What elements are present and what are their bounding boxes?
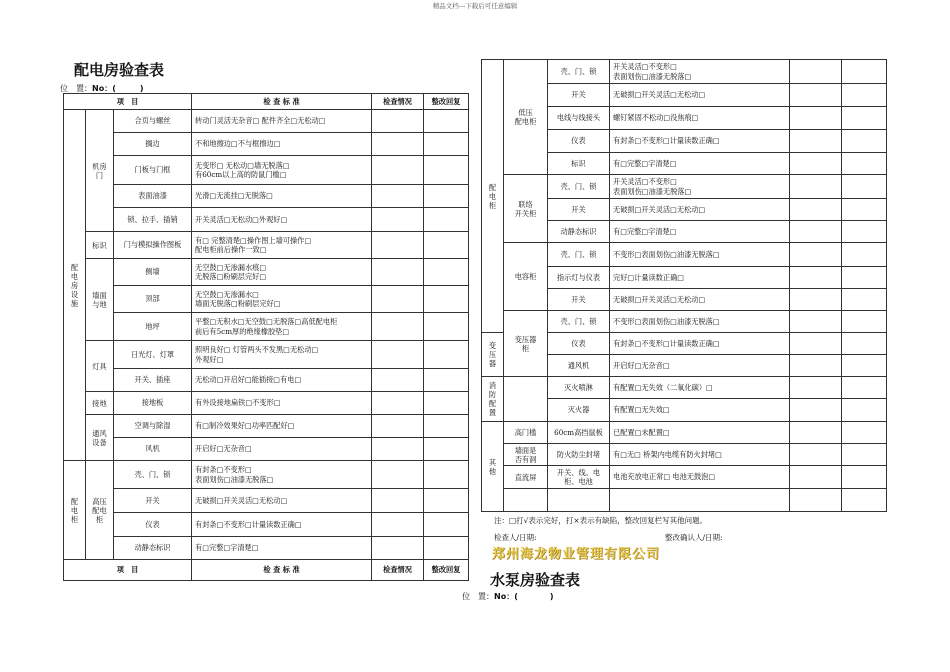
table-row-standard: 有外设接地扁铁□不变形□ (192, 392, 372, 415)
table-row-item: 开关 (114, 489, 192, 513)
fix-cell[interactable] (424, 537, 469, 560)
table-row-item: 表面油漆 (114, 185, 192, 208)
inspector-signature-label: 检查人/日期: (494, 533, 537, 542)
group-capacitor-cabinet: 电容柜 (504, 243, 548, 311)
fix-cell[interactable] (842, 289, 887, 311)
table-row-standard: 电池充放电正常□ 电池无鼓泡□ (610, 466, 790, 489)
table-row-standard: 无变形□ 无松动□墙无脱落□ 有60cm以上高的防鼠门槛□ (192, 156, 372, 185)
table-row-item: 灭火喷淋 (548, 377, 610, 399)
table-row-item: 60cm高挡鼠板 (548, 422, 610, 444)
table-row-standard: 螺钉紧固不松动□没焦痕□ (610, 107, 790, 130)
fix-cell[interactable] (424, 156, 469, 185)
fix-cell[interactable] (424, 208, 469, 232)
status-cell[interactable] (790, 221, 842, 243)
fix-cell[interactable] (424, 392, 469, 415)
page-title: 配电房验查表 (74, 61, 165, 79)
col-footer-fix: 整改回复 (424, 560, 469, 581)
table-row-item: 日光灯、灯罩 (114, 341, 192, 369)
table-row-standard: 无破损□开关灵活□无松动□ (192, 489, 372, 513)
table-row-standard: 有□完整□字清楚□ (610, 153, 790, 175)
col-footer-standard: 检 查 标 准 (192, 560, 372, 581)
status-cell[interactable] (372, 341, 424, 369)
table-row-item: 灭火器 (548, 399, 610, 422)
status-cell[interactable] (372, 185, 424, 208)
fix-cell[interactable] (424, 489, 469, 513)
legend-note: 注：□打√表示完好，打×表示有缺陷，整改回复栏写其他问题。 (494, 516, 708, 525)
table-row-item: 仪表 (114, 513, 192, 537)
table-row-standard: 不变形□表面划伤□油漆无脱落□ (610, 311, 790, 333)
table-row-item: 动静态标识 (548, 221, 610, 243)
fix-cell[interactable] (424, 341, 469, 369)
group-grounding: 接地 (86, 392, 114, 415)
status-cell[interactable] (372, 415, 424, 438)
blank-cell (610, 489, 790, 512)
table-row-standard: 无空鼓□无渗漏水痕□ 无脱落□粉刷层完好□ (192, 259, 372, 286)
table-row-standard: 有□完整□字清楚□ (192, 537, 372, 560)
col-header-fix: 整改回复 (424, 94, 469, 110)
table-row-standard: 完好□计量读数正确□ (610, 267, 790, 289)
fix-cell[interactable] (842, 311, 887, 333)
section-cabinet: 配 电 柜 (64, 461, 86, 560)
pump-location-line (462, 591, 554, 602)
company-name: 郑州海龙物业管理有限公司 (492, 547, 661, 562)
status-cell[interactable] (372, 489, 424, 513)
group-wall-floor: 墙面 与地 (86, 259, 114, 341)
fix-cell[interactable] (842, 267, 887, 289)
table-row-item: 门与模拟操作图板 (114, 232, 192, 259)
table-row-standard: 无松动□开启好□能插接□有电□ (192, 369, 372, 392)
status-cell[interactable] (372, 513, 424, 537)
fix-cell[interactable] (424, 185, 469, 208)
fix-cell[interactable] (842, 84, 887, 107)
fix-cell[interactable] (842, 153, 887, 175)
section-fire: 消 防 配 置 (482, 377, 504, 422)
status-cell[interactable] (790, 84, 842, 107)
table-row-item: 开关 (548, 199, 610, 221)
fix-cell[interactable] (424, 313, 469, 341)
fix-cell[interactable] (424, 110, 469, 133)
table-row-standard: 平整□无积水□无空鼓□无脱落□高低配电柜 前后有5cm厚的绝缘橡胶垫□ (192, 313, 372, 341)
group-lighting: 灯具 (86, 341, 114, 392)
fix-cell[interactable] (842, 422, 887, 444)
table-row-standard: 有封条□不变形□计量读数正确□ (192, 513, 372, 537)
group-tie-cabinet: 联络 开关柜 (504, 175, 548, 243)
status-cell[interactable] (790, 333, 842, 355)
table-row-item: 顶部 (114, 286, 192, 313)
status-cell[interactable] (790, 289, 842, 311)
table-row-standard: 有□制冷效果好□功率匹配好□ (192, 415, 372, 438)
table-row-standard: 无破损□开关灵活□无松动□ (610, 199, 790, 221)
location-label: 位 置： (60, 84, 92, 93)
fix-cell[interactable] (842, 333, 887, 355)
fix-cell[interactable] (424, 259, 469, 286)
table-row-item: 防火防尘封堵 (548, 444, 610, 466)
fix-cell[interactable] (842, 107, 887, 130)
table-row-item: 壳、门、锁 (114, 461, 192, 489)
status-cell[interactable] (790, 130, 842, 153)
table-row-standard: 有配置□无失效（二氧化碳）□ (610, 377, 790, 399)
table-row-standard: 无破损□开关灵活□无松动□ (610, 84, 790, 107)
table-row-standard: 有封条□不变形□ 表面划伤□油漆无脱落□ (192, 461, 372, 489)
fix-cell[interactable] (842, 377, 887, 399)
section-cabinet: 配 电 柜 (482, 60, 504, 333)
table-row-item: 动静态标识 (114, 537, 192, 560)
section-transformer: 变 压 器 (482, 333, 504, 377)
table-row-item: 门板与门框 (114, 156, 192, 185)
table-row-item: 合页与螺丝 (114, 110, 192, 133)
group-ventilation: 通风 设备 (86, 415, 114, 461)
table-row-item: 搁边 (114, 133, 192, 156)
table-row-item: 通风机 (548, 355, 610, 377)
table-row-item: 空调与除湿 (114, 415, 192, 438)
table-row-item: 指示灯与仪表 (548, 267, 610, 289)
table-row-standard: 开启好□无杂音□ (192, 438, 372, 461)
col-header-standard: 检 查 标 准 (192, 94, 372, 110)
fix-cell[interactable] (842, 466, 887, 489)
fix-cell[interactable] (842, 355, 887, 377)
status-cell[interactable] (372, 156, 424, 185)
fix-cell[interactable] (842, 489, 887, 512)
fix-cell[interactable] (424, 133, 469, 156)
status-cell[interactable] (372, 369, 424, 392)
table-row-item: 壳、门、锁 (548, 60, 610, 84)
status-cell[interactable] (790, 107, 842, 130)
fix-cell[interactable] (424, 513, 469, 537)
table-row-item: 壳、门、锁 (548, 243, 610, 267)
fix-cell[interactable] (842, 60, 887, 84)
status-cell[interactable] (790, 444, 842, 466)
pump-room-title: 水泵房验查表 (490, 571, 581, 589)
status-cell[interactable] (372, 232, 424, 259)
fix-cell[interactable] (424, 461, 469, 489)
table-row-item: 锁、拉手、插销 (114, 208, 192, 232)
table-row-item: 开关、插座 (114, 369, 192, 392)
table-row-standard: 不变形□表面划伤□油漆无脱落□ (610, 243, 790, 267)
status-cell[interactable] (790, 489, 842, 512)
table-row-item: 地坪 (114, 313, 192, 341)
table-row-item: 风机 (114, 438, 192, 461)
table-row-item: 壳、门、锁 (548, 311, 610, 333)
table-row-item: 壳、门、锁 (548, 175, 610, 199)
table-row-standard: 已配置□未配置□ (610, 422, 790, 444)
fix-cell[interactable] (842, 175, 887, 199)
fix-cell[interactable] (842, 444, 887, 466)
table-row-standard: 开关灵活□不变形□ 表面划伤□油漆无脱落□ (610, 60, 790, 84)
status-cell[interactable] (790, 311, 842, 333)
table-row-standard: 无破损□开关灵活□无松动□ (610, 289, 790, 311)
page-header-note: 精品文档---下载后可任意编辑 (432, 2, 518, 10)
status-cell[interactable] (790, 175, 842, 199)
table-row-item: 接地板 (114, 392, 192, 415)
fix-cell[interactable] (842, 399, 887, 422)
table-row-item: 仪表 (548, 333, 610, 355)
no-label: No：( ) (92, 84, 144, 93)
table-row-standard: 不和地擦边□不与框擦边□ (192, 133, 372, 156)
status-cell[interactable] (790, 199, 842, 221)
col-header-item: 项 目 (64, 94, 192, 110)
fix-cell[interactable] (842, 130, 887, 153)
fix-cell[interactable] (842, 221, 887, 243)
rectification-signature-label: 整改确认人/日期: (665, 533, 723, 542)
status-cell[interactable] (790, 399, 842, 422)
group-transformer-cabinet: 变压器 柜 (504, 311, 548, 377)
table-row-standard: 有□ 完整清楚□操作图上墙可操作□ 配电柜前后操作一致□ (192, 232, 372, 259)
fix-cell[interactable] (424, 438, 469, 461)
status-cell[interactable] (372, 286, 424, 313)
table-row-standard: 开关灵活□不变形□ 表面划伤□油漆无脱落□ (610, 175, 790, 199)
col-footer-item: 项 目 (64, 560, 192, 581)
table-row-standard: 有□无□ 桥架内电缆有防火封堵□ (610, 444, 790, 466)
left-inspection-table (63, 93, 469, 581)
table-row-standard: 有配置□无失效□ (610, 399, 790, 422)
group-door: 机房 门 (86, 110, 114, 232)
section-other: 其 他 (482, 422, 504, 512)
table-row-standard: 光滑□无流挂□无脱落□ (192, 185, 372, 208)
table-row-item: 仪表 (548, 130, 610, 153)
fix-cell[interactable] (424, 286, 469, 313)
table-row-standard: 照明良好□ 灯管两头不发黑□无松动□ 外观好□ (192, 341, 372, 369)
fix-cell[interactable] (424, 369, 469, 392)
status-cell[interactable] (790, 377, 842, 399)
status-cell[interactable] (372, 461, 424, 489)
status-cell[interactable] (790, 60, 842, 84)
status-cell[interactable] (790, 466, 842, 489)
status-cell[interactable] (790, 422, 842, 444)
group-dc-panel: 直流屏 (504, 466, 548, 489)
status-cell[interactable] (372, 259, 424, 286)
status-cell[interactable] (372, 313, 424, 341)
group-sign: 标识 (86, 232, 114, 259)
table-row-item: 标识 (548, 153, 610, 175)
table-row-item: 侧墙 (114, 259, 192, 286)
table-row-standard: 有封条□不变形□计量读数正确□ (610, 130, 790, 153)
table-row-standard: 转动门灵活无杂音□ 配件齐全□无松动□ (192, 110, 372, 133)
table-row-standard: 开启好□无杂音□ (610, 355, 790, 377)
status-cell[interactable] (372, 110, 424, 133)
blank-cell (504, 489, 548, 512)
status-cell[interactable] (790, 355, 842, 377)
section-facilities: 配 电 房 设 施 (64, 110, 86, 461)
blank-cell (548, 489, 610, 512)
fix-cell[interactable] (424, 232, 469, 259)
status-cell[interactable] (372, 392, 424, 415)
status-cell[interactable] (372, 537, 424, 560)
status-cell[interactable] (372, 208, 424, 232)
status-cell[interactable] (790, 243, 842, 267)
group-lv-cabinet: 低压 配电柜 (504, 60, 548, 175)
status-cell[interactable] (790, 153, 842, 175)
status-cell[interactable] (372, 438, 424, 461)
group-hv-cabinet: 高压 配电 柜 (86, 461, 114, 560)
table-row-item: 开关 (548, 84, 610, 107)
location-label: 位 置： (462, 592, 494, 601)
table-row-item: 电线与线接头 (548, 107, 610, 130)
status-cell[interactable] (372, 133, 424, 156)
table-row-standard: 有□完整□字清楚□ (610, 221, 790, 243)
col-header-status: 检查情况 (372, 94, 424, 110)
table-row-standard: 开关灵活□无松动□外观好□ (192, 208, 372, 232)
table-row-standard: 有封条□不变形□计量读数正确□ (610, 333, 790, 355)
group-high-threshold: 高门槛 (504, 422, 548, 444)
fix-cell[interactable] (842, 199, 887, 221)
fire-blank-cell (504, 377, 548, 422)
right-inspection-table (481, 59, 887, 512)
fix-cell[interactable] (424, 415, 469, 438)
table-row-item: 开关 (548, 289, 610, 311)
group-wall-holes: 墙面是 否有洞 (504, 444, 548, 466)
col-footer-status: 检查情况 (372, 560, 424, 581)
no-label: No：( ) (494, 592, 554, 601)
status-cell[interactable] (790, 267, 842, 289)
fix-cell[interactable] (842, 243, 887, 267)
table-row-standard: 无空鼓□无渗漏水□ 墙面无脱落□粉刷层完好□ (192, 286, 372, 313)
table-row-item: 开关、线、电 柜、电池 (548, 466, 610, 489)
